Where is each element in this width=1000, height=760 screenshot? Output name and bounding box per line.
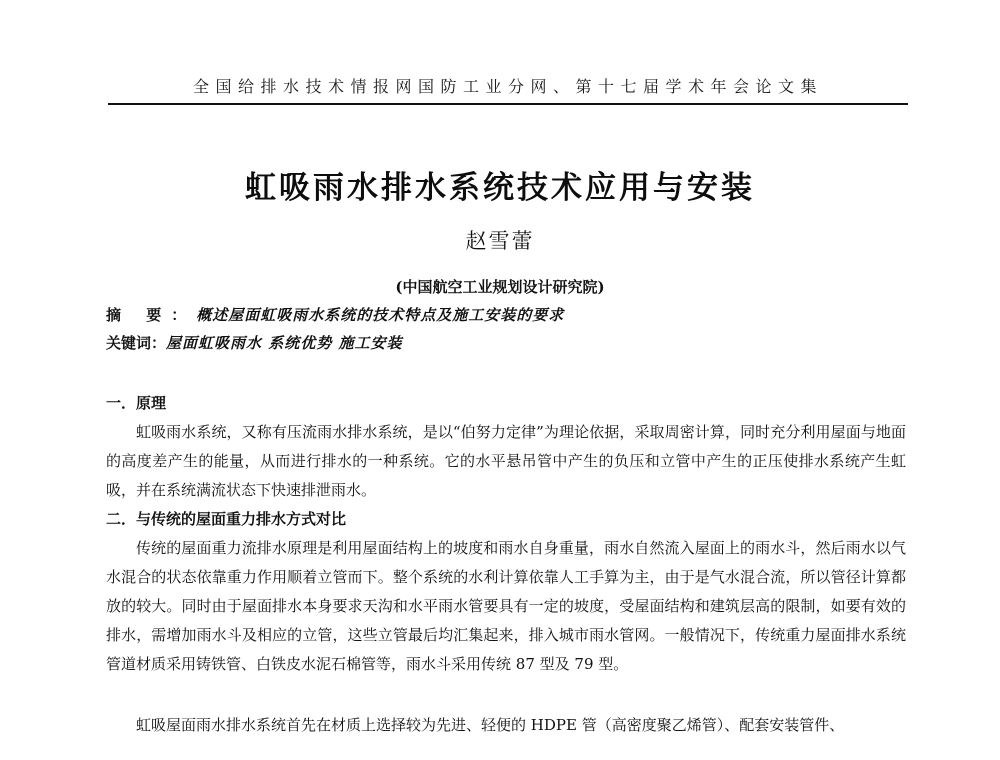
- paragraph: 传统的屋面重力流排水原理是利用屋面结构上的坡度和雨水自身重量，雨水自然流入屋面上的雨水斗，然后雨水以气水混合的状态依靠重力作用顺着立管而下。整个系统的水利计算依靠人工手算为主，由于是气水混合流，所以管径计算都放的较大。同时由于屋面排水本身要求天沟和水平雨水管要具有一定的坡度，受屋面结构和建筑层高的限制，如要有效的排水，需增加雨水斗及相应的立管，这些立管最后均汇集起来，排入城市雨水管网。一般情况下，传统重力屋面排水系统管道材质采用铸铁管、白铁皮水泥石棉管等，雨水斗采用传统 87 型及 79 型。: [106, 539, 906, 673]
- keywords: [106, 332, 402, 353]
- author-affiliation: (中国航空工业规划设计研究院): [395, 278, 605, 296]
- paragraph: 虹吸屋面雨水排水系统首先在材质上选择较为先进、轻便的 HDPE 管（高密度聚乙烯管）、配套安装管件、: [136, 716, 845, 734]
- section-heading-comparison: 二．与传统的屋面重力排水方式对比: [106, 510, 347, 528]
- header-rule: [108, 103, 908, 105]
- abstract-label: 摘 要：: [106, 306, 197, 324]
- running-header: 全国给排水技术情报网国防工业分网、第十七届学术年会论文集: [192, 77, 823, 96]
- paragraph: 虹吸雨水系统，又称有压流雨水排水系统，是以“伯努力定律”为理论依据，采取周密计算，同时充分利用屋面与地面的高度差产生的能量，从而进行排水的一种系统。它的水平悬吊管中产生的负压和立管中产生的正压使排水系统产生虹吸，并在系统满流状态下快速排泄雨水。: [106, 423, 906, 499]
- paper-title: 虹吸雨水排水系统技术应用与安装: [245, 170, 755, 206]
- abstract-text: 概述屋面虹吸雨水系统的技术特点及施工安装的要求: [196, 306, 565, 324]
- author-name: 赵雪蕾: [465, 229, 535, 253]
- section-heading-principle: 一．原理: [106, 394, 167, 412]
- keywords-label: 关键词：: [106, 334, 167, 352]
- keywords-text: 屋面虹吸雨水 系统优势 施工安装: [166, 334, 403, 352]
- abstract: [106, 304, 564, 325]
